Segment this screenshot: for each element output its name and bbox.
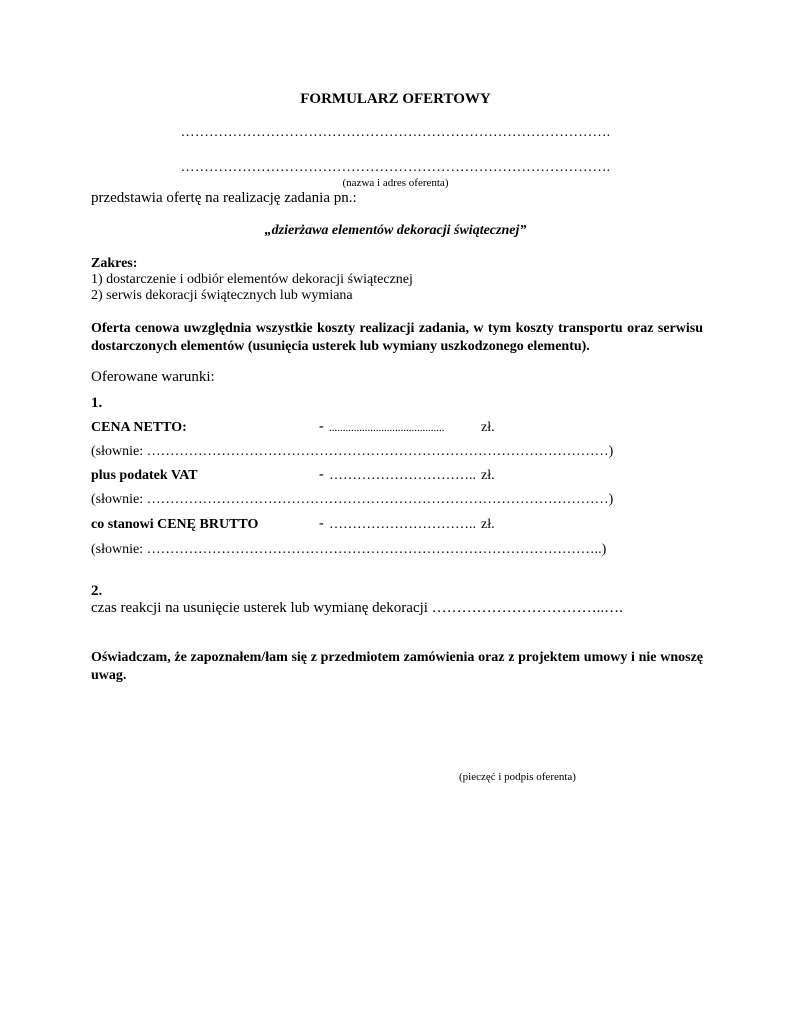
name-fill-line-2: ………………………………………………………………………………. (180, 160, 611, 175)
vat-label: plus podatek VAT (91, 468, 198, 483)
net-price-unit: zł. (481, 420, 495, 435)
net-price-in-words: (słownie: ………………………………………………………………………………………) (91, 444, 614, 459)
vat-in-words: (słownie: ………………………………………………………………………………………) (91, 492, 614, 507)
vat-field: ………………………….. (329, 468, 476, 483)
scope-item-2: 2) serwis dekoracji świątecznych lub wymiana (91, 288, 353, 303)
price-note: Oferta cenowa uwzględnia wszystkie koszty realizacji zadania, w tym koszty transportu oraz serwisu dostarczonych elementów (usunięcia usterek lub wymiany uszkodzonego elementu). (91, 321, 703, 354)
response-time-line: czas reakcji na usunięcie usterek lub wymianę dekoracji ……………………………..…. (91, 600, 623, 616)
net-price-dash: - (319, 419, 324, 434)
gross-price-dash: - (319, 516, 324, 531)
declaration-text: Oświadczam, że zapoznałem/łam się z przedmiotem zamówienia oraz z projektem umowy i nie wnoszę uwag. (91, 650, 703, 683)
page-title: FORMULARZ OFERTOWY (300, 91, 491, 107)
task-name: „dzierżawa elementów dekoracji świątecznej” (264, 223, 527, 238)
gross-price-label: co stanowi CENĘ BRUTTO (91, 517, 259, 532)
net-price-field: .......................................... (329, 422, 445, 434)
scope-heading: Zakres: (91, 256, 138, 271)
section-1-number: 1. (91, 395, 103, 411)
name-fill-line-1: ………………………………………………………………………………. (180, 125, 611, 140)
scope-item-1: 1) dostarczenie i odbiór elementów dekoracji świątecznej (91, 272, 413, 287)
conditions-label: Oferowane warunki: (91, 369, 215, 385)
gross-price-unit: zł. (481, 517, 495, 532)
gross-price-field: ………………………….. (329, 517, 476, 532)
intro-text: przedstawia ofertę na realizację zadania pn.: (91, 190, 357, 206)
name-address-caption: (nazwa i adres oferenta) (342, 177, 449, 189)
vat-dash: - (319, 467, 324, 482)
signature-caption: (pieczęć i podpis oferenta) (459, 771, 576, 783)
section-2-number: 2. (91, 583, 103, 599)
net-price-label: CENA NETTO: (91, 420, 187, 435)
gross-price-in-words: (słownie: ……………………………………………………………………………………..) (91, 542, 607, 557)
vat-unit: zł. (481, 468, 495, 483)
